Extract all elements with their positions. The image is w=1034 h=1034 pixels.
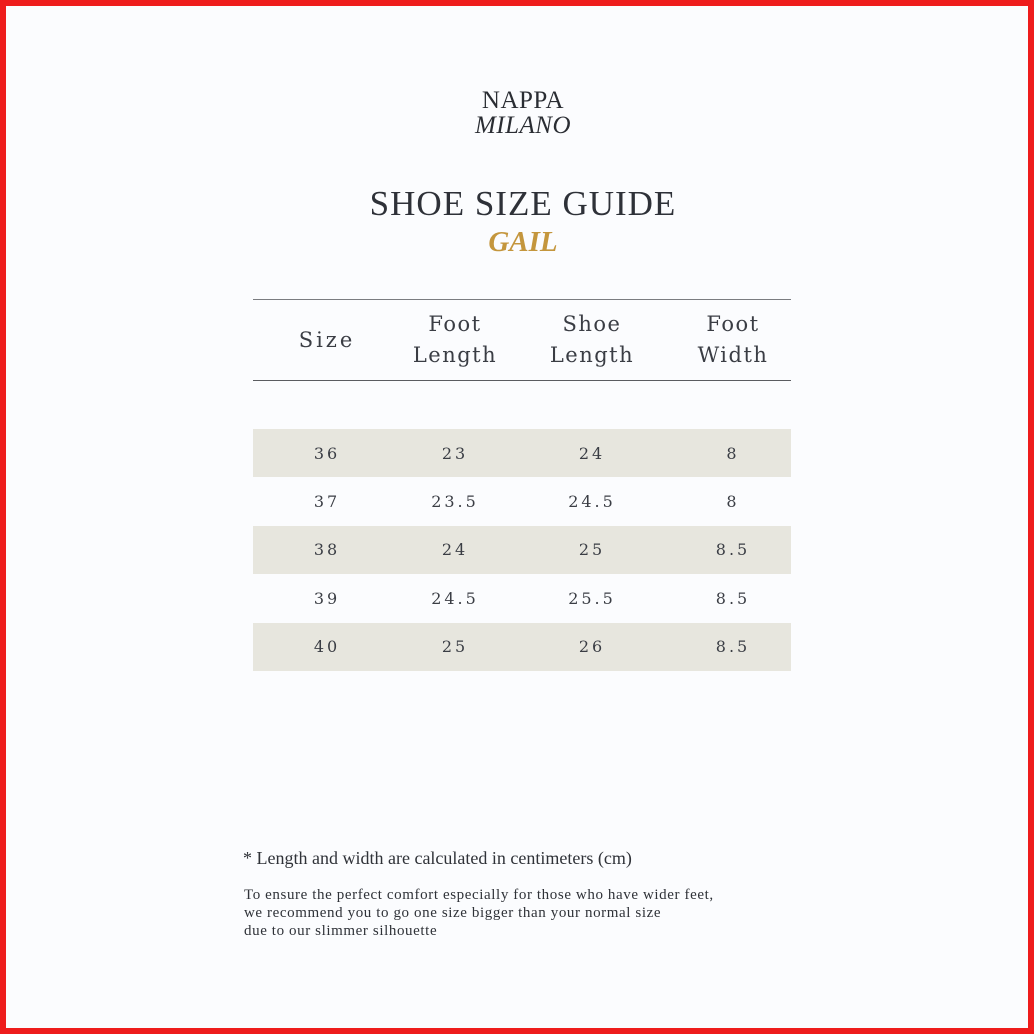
cell-foot-length: 24.5 [431,588,479,608]
header-shoe-length [509,309,675,371]
header-foot-width-line1: Foot [706,312,760,336]
cell-shoe-length: 25.5 [568,588,616,608]
cell-foot-length: 23 [441,443,469,463]
fit-advice [244,886,824,940]
header-foot-length-line1: Foot [428,312,482,336]
brand-logo [6,88,1034,138]
cell-foot-width: 8 [726,492,740,512]
cell-size: 40 [313,637,341,657]
header-shoe-length-line1: Shoe [562,312,622,336]
header-foot-length [401,309,509,371]
brand-name-line2: MILANO [474,112,572,139]
table-row [253,574,791,622]
size-table [253,299,791,671]
cell-foot-width: 8 [726,443,740,463]
header-foot-width-line2: Width [697,343,769,367]
cell-shoe-length: 25 [578,540,606,560]
cell-shoe-length: 26 [578,637,606,657]
cell-size: 37 [313,492,341,512]
table-row [253,623,791,671]
cell-size: 39 [313,588,341,608]
cell-foot-length: 23.5 [431,492,479,512]
table-row [253,477,791,525]
cell-shoe-length: 24 [578,443,606,463]
cell-foot-width: 8.5 [715,540,751,560]
header-shoe-length-line2: Length [549,343,635,367]
fit-advice-line2: we recommend you to go one size bigger than your normal size [244,905,662,921]
cell-foot-length: 24 [441,540,469,560]
table-row [253,526,791,574]
brand-name-line1: NAPPA [481,87,565,114]
cell-foot-width: 8.5 [715,637,751,657]
cell-size: 36 [313,443,341,463]
header-foot-width [675,309,791,371]
cell-size: 38 [313,540,341,560]
table-row [253,429,791,477]
page-title: SHOE SIZE GUIDE [369,184,677,223]
units-note: * Length and width are calculated in centimeters (cm) [243,848,632,868]
fit-advice-line1: To ensure the perfect comfort especially for those who have wider feet, [244,887,714,903]
header-size [253,325,401,356]
fit-advice-line3: due to our slimmer silhouette [244,923,438,939]
product-name: GAIL [488,226,558,258]
cell-foot-width: 8.5 [715,588,751,608]
header-size-label: Size [298,327,356,352]
table-header [253,299,791,381]
cell-shoe-length: 24.5 [568,492,616,512]
table-body [253,429,791,671]
header-foot-length-line2: Length [412,343,498,367]
cell-foot-length: 25 [441,637,469,657]
